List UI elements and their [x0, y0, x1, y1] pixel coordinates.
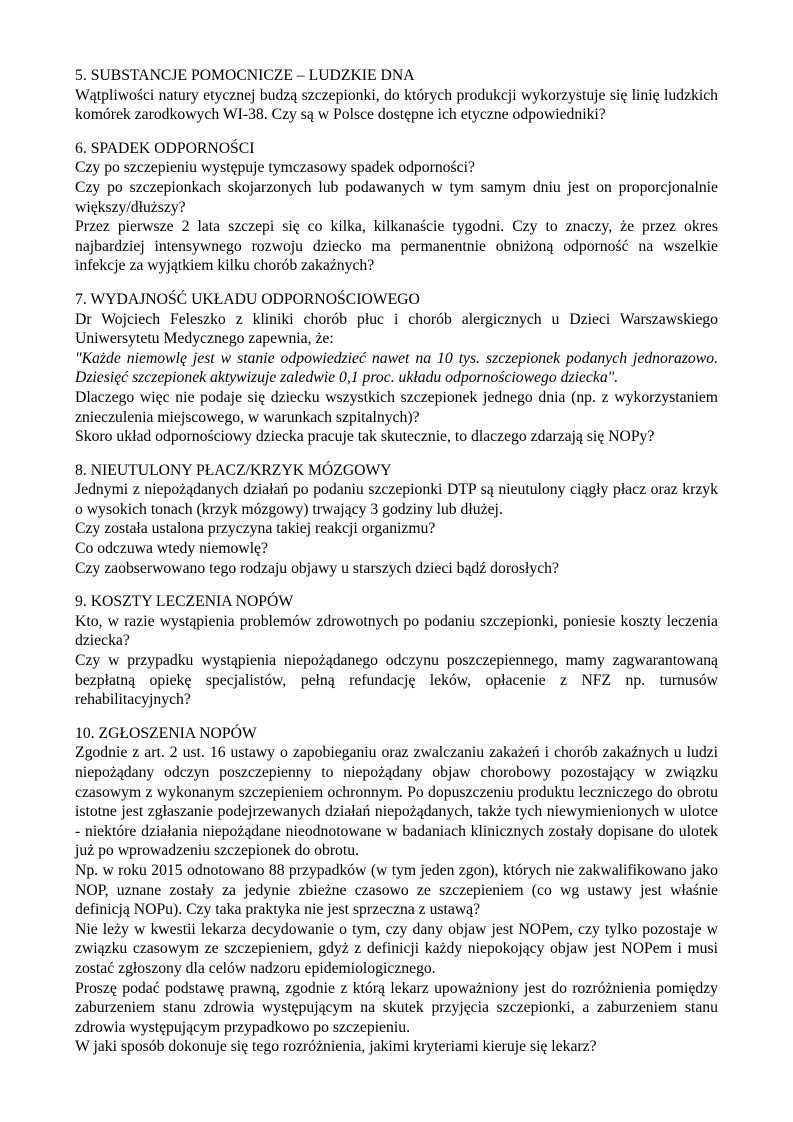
paragraph: Czy została ustalona przyczyna takiej reakcji organizmu? — [75, 520, 436, 538]
paragraph: Czy po szczepionkach skojarzonych lub podawanych w tym samym dniu jest on proporcjonalnie większy/dłuższy? — [75, 178, 718, 216]
quote-paragraph: "Każde niemowlę jest w stanie odpowiedzieć nawet na 10 tys. szczepionek podanych jednorazowo. Dziesięć szczepionek aktywizuje zaledwie 0,1 proc. układu odpornościowego dziecka". — [75, 349, 718, 387]
paragraph: Zgodnie z art. 2 ust. 16 ustawy o zapobieganiu oraz zwalczaniu zakażeń i chorób zakaźnych u ludzi niepożądany odczyn poszczepienny to niepożądany objaw chorobowy pozostający w związku czasowym z wykonanym szczepieniem ochronnym. Po dopuszczeniu produktu leczniczego do obrotu istotne jest zgłaszanie podejrzewanych działań niepożądanych, także tych niewymienionych w ulotce - niektóre działania niepożądane nieodnotowane w badaniach klinicznych zostały dopisane do ulotek już po wprowadzeniu szczepionek do obrotu. — [75, 744, 718, 860]
section-8-nieutulony-placz — [75, 461, 718, 579]
paragraph: Co odczuwa wtedy niemowlę? — [75, 540, 268, 558]
section-heading: 7. WYDAJNOŚĆ UKŁADU ODPORNOŚCIOWEGO — [75, 290, 420, 308]
section-10-zgloszenia-nopow — [75, 724, 718, 1057]
paragraph: Skoro układ odpornościowy dziecka pracuje tak skutecznie, to dlaczego zdarzają się NOPy? — [75, 428, 655, 446]
paragraph: Proszę podać podstawę prawną, zgodnie z którą lekarz upoważniony jest do rozróżnienia pomiędzy zaburzeniem stanu zdrowia występującym na skutek przyjęcia szczepionki, a zaburzeniem stanu zdrowia występującym przypadkowo po szczepieniu. — [75, 979, 718, 1036]
paragraph: Czy zaobserwowano tego rodzaju objawy u starszych dzieci bądź dorosłych? — [75, 559, 559, 577]
paragraph: Nie leży w kwestii lekarza decydowanie o tym, czy dany objaw jest NOPem, czy tylko pozostaje w związku czasowym ze szczepieniem, gdyż z definicji każdy niepokojący objaw jest NOPem i musi zostać zgłoszony dla celów nadzoru epidemiologicznego. — [75, 920, 718, 977]
paragraph: Dlaczego więc nie podaje się dziecku wszystkich szczepionek jednego dnia (np. z wykorzystaniem znieczulenia miejscowego, w warunkach szpitalnych)? — [75, 388, 718, 426]
section-5-substancje-pomocnicze — [75, 66, 718, 125]
paragraph: Przez pierwsze 2 lata szczepi się co kilka, kilkanaście tygodni. Czy to znaczy, że przez okres najbardziej intensywnego rozwoju dziecko ma permanentnie obniżoną odporność na wszelkie infekcje za wyjątkiem kilku chorób zakaźnych? — [75, 218, 718, 275]
paragraph: Jednymi z niepożądanych działań po podaniu szczepionki DTP są nieutulony ciągły płacz oraz krzyk o wysokich tonach (krzyk mózgowy) trwający 3 godziny lub dłużej. — [75, 481, 718, 518]
paragraph: Dr Wojciech Feleszko z kliniki chorób płuc i chorób alergicznych u Dzieci Warszawskiego Uniwersytetu Medycznego zapewnia, że: — [75, 310, 718, 348]
paragraph: Np. w roku 2015 odnotowano 88 przypadków (w tym jeden zgon), których nie zakwalifikowano jako NOP, uznane zostały za jedynie zbieżne czasowo ze szczepieniem (co wg ustawy jest właśnie definicją NOPu). Czy taka praktyka nie jest sprzeczna z ustawą? — [75, 861, 718, 919]
section-heading: 6. SPADEK ODPORNOŚCI — [75, 139, 255, 157]
section-heading: 9. KOSZTY LECZENIA NOPÓW — [75, 593, 294, 611]
section-heading: 8. NIEUTULONY PŁACZ/KRZYK MÓZGOWY — [75, 461, 392, 479]
paragraph: Czy po szczepieniu występuje tymczasowy spadek odporności? — [75, 159, 475, 177]
paragraph: Czy w przypadku wystąpienia niepożądanego odczynu poszczepiennego, mamy zagwarantowaną bezpłatną opiekę specjalistów, pełną refundację leków, opłacenie z NFZ np. turnusów rehabilitacyjnych? — [75, 652, 718, 709]
paragraph: Kto, w razie wystąpienia problemów zdrowotnych po podaniu szczepionki, poniesie koszty leczenia dziecka? — [75, 612, 718, 650]
paragraph: Wątpliwości natury etycznej budzą szczepionki, do których produkcji wykorzystuje się linię ludzkich komórek zarodkowych WI-38. Czy są w Polsce dostępne ich etyczne odpowiedniki? — [75, 86, 718, 124]
section-7-wydajnosc-ukladu-odpornosciowego — [75, 290, 718, 447]
section-heading: 5. SUBSTANCJE POMOCNICZE – LUDZKIE DNA — [75, 67, 415, 84]
section-6-spadek-odpornosci — [75, 139, 718, 276]
section-heading: 10. ZGŁOSZENIA NOPÓW — [75, 724, 257, 742]
section-9-koszty-leczenia-nopow — [75, 592, 718, 710]
paragraph: W jaki sposób dokonuje się tego rozróżnienia, jakimi kryteriami kieruje się lekarz? — [75, 1038, 597, 1056]
